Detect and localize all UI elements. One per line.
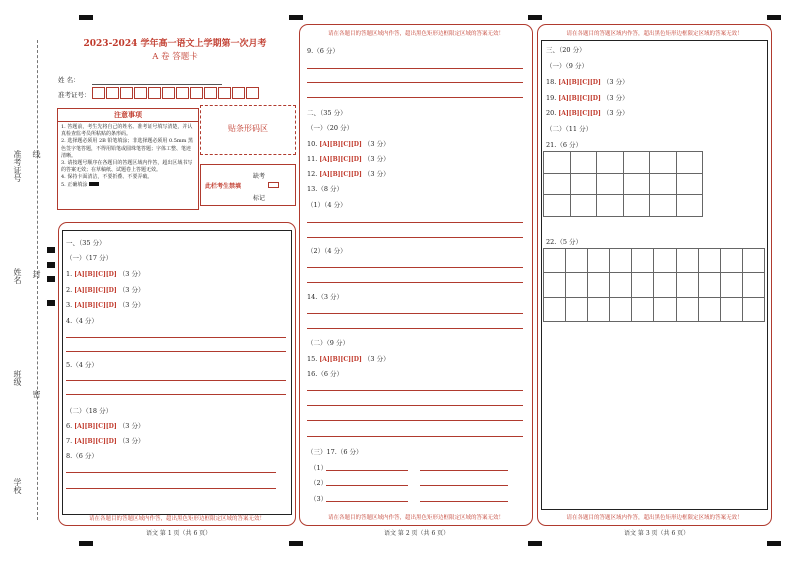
- registration-mark: [79, 15, 93, 20]
- section-heading: 一、（35 分）: [66, 239, 106, 247]
- registration-mark: [47, 276, 55, 282]
- question-q14: 14.（3 分）: [307, 293, 344, 301]
- subsection-heading: （三）17.（6 分）: [307, 448, 363, 456]
- absent-checkbox[interactable]: [268, 182, 279, 188]
- side-label-secret: 密: [32, 390, 41, 398]
- question-q10[interactable]: 10. [A][B][C][D] （3 分）: [307, 140, 390, 148]
- registration-mark: [528, 541, 542, 546]
- question-q18[interactable]: 18. [A][B][C][D] （3 分）: [546, 78, 629, 86]
- notice-item: 1. 答题前，考生先将自己的姓名、准考证号填写清楚，并认真检查监考员所粘贴的条形码。: [61, 124, 193, 138]
- answer-line[interactable]: [326, 501, 408, 502]
- question-q17-blank3: （3）: [310, 495, 328, 503]
- answer-line[interactable]: [66, 394, 286, 395]
- section-heading: 三、（20 分）: [546, 46, 586, 54]
- absent-note: 此栏考生禁填: [205, 183, 242, 190]
- panel-notice: 请在各题目的答题区域内作答，超出黑色矩形边框限定区域的答案无效！: [566, 515, 743, 521]
- subsection-heading: （一）（20 分）: [307, 124, 354, 132]
- answer-line[interactable]: [66, 488, 276, 489]
- question-q9: 9.（6 分）: [307, 47, 339, 55]
- section-heading: 二、（35 分）: [307, 109, 347, 117]
- subsection-heading: （二）（9 分）: [307, 339, 349, 347]
- answer-line[interactable]: [66, 380, 286, 381]
- answer-line[interactable]: [420, 485, 508, 486]
- question-q7[interactable]: 7. [A][B][C][D] （3 分）: [66, 437, 145, 445]
- side-label-seal: 封: [32, 270, 41, 278]
- question-q19[interactable]: 19. [A][B][C][D] （3 分）: [546, 94, 629, 102]
- side-label-id: 准考证号: [13, 150, 22, 182]
- question-q13-part2: （2）（4 分）: [307, 247, 347, 255]
- page-footer: 语文 第 2 页（共 6 页）: [384, 530, 450, 537]
- question-q21: 21.（6 分）: [546, 141, 583, 149]
- notice-item: 3. 请按题号顺序在各题目的答题区域内作答，超出区域书写的答案无效；在草稿纸、试题卷上答题无效。: [61, 160, 193, 174]
- subsection-heading: （二）（18 分）: [66, 407, 113, 415]
- id-label: 准考证号：: [58, 91, 91, 99]
- question-q5: 5.（4 分）: [66, 361, 98, 369]
- side-label-school: 学校: [13, 478, 22, 494]
- absent-label: 缺考: [253, 173, 266, 180]
- registration-mark: [289, 15, 303, 20]
- registration-mark: [47, 262, 55, 268]
- question-q8: 8.（6 分）: [66, 452, 98, 460]
- binding-line: [37, 40, 38, 520]
- answer-line[interactable]: [307, 313, 523, 314]
- id-boxes[interactable]: [92, 87, 260, 99]
- notice-title: 注意事项: [58, 109, 198, 122]
- question-q12[interactable]: 12. [A][B][C][D] （3 分）: [307, 170, 390, 178]
- question-q2[interactable]: 2. [A][B][C][D] （3 分）: [66, 286, 145, 294]
- page-footer: 语文 第 1 页（共 6 页）: [146, 530, 212, 537]
- notice-box: [57, 108, 199, 210]
- page-footer: 语文 第 3 页（共 6 页）: [624, 530, 690, 537]
- question-q15[interactable]: 15. [A][B][C][D] （3 分）: [307, 355, 390, 363]
- subsection-heading: （二）（11 分）: [546, 125, 593, 133]
- answer-line[interactable]: [307, 267, 523, 268]
- registration-mark: [47, 300, 55, 306]
- panel-notice: 请在各题目的答题区域内作答，超出黑色矩形边框限定区域的答案无效！: [327, 31, 504, 37]
- question-q6[interactable]: 6. [A][B][C][D] （3 分）: [66, 422, 145, 430]
- barcode-area: 贴条形码区: [200, 105, 296, 155]
- notice-item: 5. 正确填涂: [61, 181, 88, 188]
- answer-line[interactable]: [307, 328, 523, 329]
- absent-label: 标记: [253, 195, 266, 202]
- question-q13-part1: （1）（4 分）: [307, 201, 347, 209]
- answer-line[interactable]: [326, 485, 408, 486]
- writing-grid-q21[interactable]: [543, 151, 703, 217]
- question-q4: 4.（4 分）: [66, 317, 98, 325]
- question-q1[interactable]: 1. [A][B][C][D] （3 分）: [66, 270, 145, 278]
- registration-mark: [289, 541, 303, 546]
- answer-line[interactable]: [420, 470, 508, 471]
- question-q13: 13.（8 分）: [307, 185, 344, 193]
- notice-item: 4. 保持卡面清洁，不要折叠、不要弄破。: [61, 174, 153, 181]
- writing-grid-q22[interactable]: [543, 248, 765, 322]
- side-label-name: 姓名: [13, 268, 22, 284]
- question-q20[interactable]: 20. [A][B][C][D] （3 分）: [546, 109, 629, 117]
- answer-line[interactable]: [66, 472, 276, 473]
- answer-line[interactable]: [307, 282, 523, 283]
- name-field[interactable]: [92, 84, 222, 85]
- page-subtitle: A 卷 答题卡: [152, 52, 198, 62]
- page-title: 2023-2024 学年高一语文上学期第一次月考: [83, 39, 267, 49]
- question-q11[interactable]: 11. [A][B][C][D] （3 分）: [307, 155, 390, 163]
- panel-notice: 请在各题目的答题区域内作答，超出黑色矩形边框限定区域的答案无效！: [88, 516, 265, 522]
- question-q3[interactable]: 3. [A][B][C][D] （3 分）: [66, 301, 145, 309]
- side-label-class: 班级: [13, 370, 22, 386]
- registration-mark: [528, 15, 542, 20]
- answer-line[interactable]: [307, 390, 523, 391]
- answer-line[interactable]: [307, 405, 523, 406]
- answer-line[interactable]: [307, 237, 523, 238]
- filled-sample: [89, 182, 99, 186]
- answer-line[interactable]: [420, 501, 508, 502]
- notice-item: 2. 选择题必须用 2B 铅笔填涂；非选择题必须用 0.5mm 黑色签字笔答题，不得用铅笔或圆珠笔答题；字体工整、笔迹清晰。: [61, 138, 194, 159]
- registration-mark: [767, 15, 781, 20]
- answer-line[interactable]: [307, 436, 523, 437]
- answer-line[interactable]: [307, 97, 523, 98]
- answer-line[interactable]: [66, 351, 286, 352]
- side-label-line: 线: [32, 150, 41, 158]
- panel-notice: 请在各题目的答题区域内作答，超出黑色矩形边框限定区域的答案无效！: [327, 515, 504, 521]
- subsection-heading: （一）（17 分）: [66, 254, 113, 262]
- name-label: 姓 名：: [58, 76, 80, 84]
- question-q17-blank2: （2）: [310, 479, 328, 487]
- answer-line[interactable]: [307, 82, 523, 83]
- answer-line[interactable]: [326, 470, 408, 471]
- answer-line[interactable]: [307, 420, 523, 421]
- registration-mark: [79, 541, 93, 546]
- question-q22: 22.（5 分）: [546, 238, 583, 246]
- registration-mark: [47, 247, 55, 253]
- absent-box: [200, 164, 296, 206]
- answer-line[interactable]: [66, 337, 286, 338]
- question-q16: 16.（6 分）: [307, 370, 344, 378]
- question-q17-blank1: （1）: [310, 464, 328, 472]
- answer-line[interactable]: [307, 68, 523, 69]
- subsection-heading: （一）（9 分）: [546, 62, 588, 70]
- registration-mark: [767, 541, 781, 546]
- answer-line[interactable]: [307, 222, 523, 223]
- panel-notice: 请在各题目的答题区域内作答，超出黑色矩形边框限定区域的答案无效！: [566, 31, 743, 37]
